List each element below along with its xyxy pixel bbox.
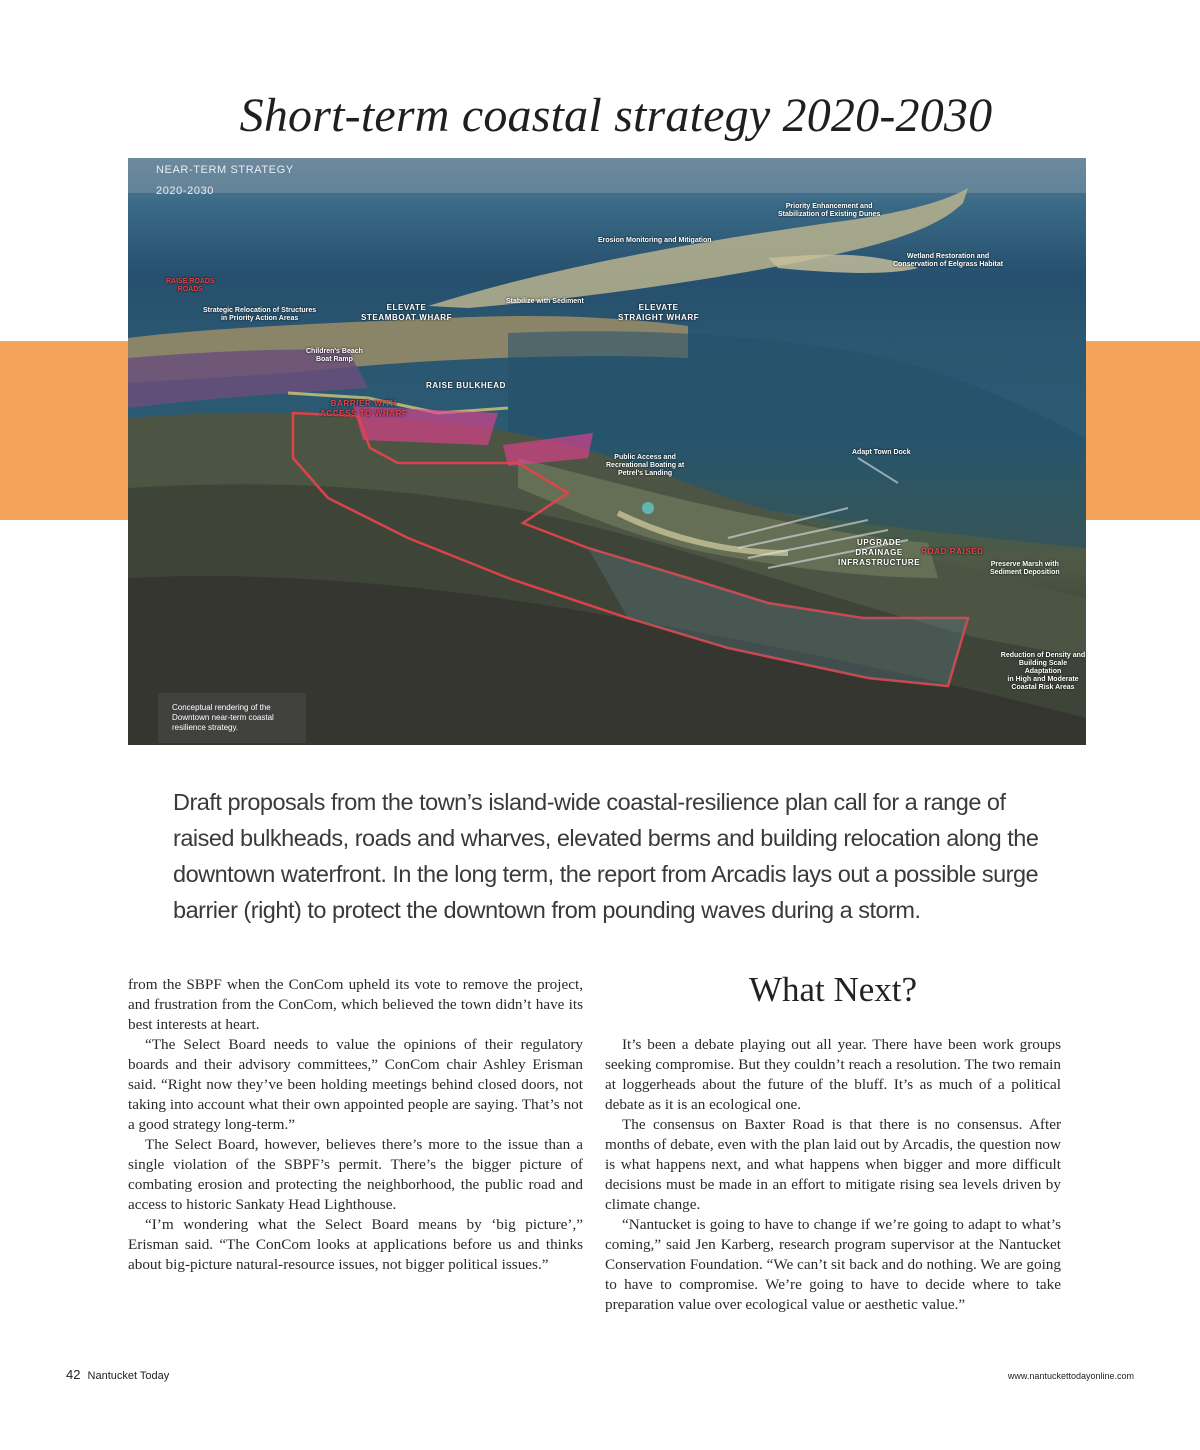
label-marsh: Preserve Marsh with Sediment Deposition [990, 561, 1060, 576]
footer-website: www.nantuckettodayonline.com [1007, 1371, 1134, 1381]
paragraph: “I’m wondering what the Select Board means by ‘big picture’,” Erisman said. “The ConCom looks at applications before us and thinks about big-picture natural-resource issues, not bigger political issues.” [128, 1216, 583, 1273]
label-raise-roads: RAISE ROADS ROADS [166, 278, 215, 293]
label-density: Reduction of Density and Building Scale Adaptation in High and Moderate Coastal Risk Areas [1000, 652, 1086, 691]
label-steamboat-wharf: ELEVATE STEAMBOAT WHARF [361, 303, 453, 322]
deck-line: Draft proposals from the town’s island-wide coastal-resilience plan call for a range of [173, 789, 1006, 815]
aerial-rendering-figure [128, 158, 1086, 745]
label-raise-bulkhead: RAISE BULKHEAD [426, 381, 506, 390]
right-column [605, 1035, 1061, 1315]
label-drainage: UPGRADE DRAINAGE INFRASTRUCTURE [838, 538, 921, 567]
label-public-access: Public Access and Recreational Boating at Petrel's Landing [606, 454, 685, 477]
label-town-dock: Adapt Town Dock [852, 449, 911, 456]
label-childrens-beach: Children's Beach Boat Ramp [306, 348, 363, 363]
label-sediment: Stabilize with Sediment [506, 298, 584, 305]
label-barrier: BARRIER WITH ACCESS TO WHARF [320, 399, 408, 418]
paragraph: It’s been a debate playing out all year. There have been work groups seeking compromise. But they couldn’t reach a resolution. The two remain at loggerheads about the future of the bluff. It’s as much of a political debate as it is an ecological one. [605, 1036, 1061, 1113]
paragraph: from the SBPF when the ConCom upheld its vote to remove the project, and frustration from the ConCom, which believed the town didn’t have its best interests at heart. [128, 976, 583, 1033]
figure-caption: Conceptual rendering of the Downtown near-term coastal resilience strategy. [172, 703, 274, 732]
orange-accent-band-left [0, 341, 130, 520]
label-dunes: Priority Enhancement and Stabilization of Existing Dunes [778, 203, 881, 218]
deck-line: raised bulkheads, roads and wharves, elevated berms and building relocation along the [173, 825, 1039, 851]
label-straight-wharf: ELEVATE STRAIGHT WHARF [618, 303, 700, 322]
paragraph: The Select Board, however, believes there’s more to the issue than a single violation of the SBPF’s permit. There’s the bigger picture of combating erosion and protecting the neighborhood, the public road and access to historic Sankaty Head Lighthouse. [128, 1136, 583, 1213]
label-relocation: Strategic Relocation of Structures in Priority Action Areas [203, 307, 317, 322]
label-road-raised: ROAD RAISED [921, 547, 984, 556]
deck-line: downtown waterfront. In the long term, the report from Arcadis lays out a possible surge [173, 861, 1039, 887]
strategy-title-line1: NEAR-TERM STRATEGY [156, 164, 294, 176]
orange-accent-band-right [1086, 341, 1200, 520]
label-erosion: Erosion Monitoring and Mitigation [598, 237, 712, 244]
footer-left [66, 1367, 169, 1382]
label-wetland: Wetland Restoration and Conservation of Eelgrass Habitat [893, 253, 1004, 268]
figure-strategy-title [156, 160, 294, 202]
page-number: 42 [66, 1367, 81, 1382]
paragraph: “The Select Board needs to value the opinions of their regulatory boards and their advisory committees,” ConCom chair Ashley Erisman said. “Right now they’ve been holding meetings behind closed doors, not taking into account what their own appointed people are saying. That’s not a good strategy long-term.” [128, 1036, 583, 1133]
strategy-title-line2: 2020-2030 [156, 185, 215, 197]
paragraph: The consensus on Baxter Road is that there is no consensus. After months of debate, even with the plan laid out by Arcadis, the question now is what happens next, and what happens when bigger and more difficult decisions must be made in an effort to mitigate rising sea levels driven by climate change. [605, 1116, 1061, 1213]
figure-caption-box [158, 693, 306, 743]
publication-name: Nantucket Today [87, 1370, 170, 1382]
aerial-scene-illustration [128, 158, 1086, 745]
section-heading: What Next? [748, 970, 918, 1009]
page-title: Short-term coastal strategy 2020-2030 [239, 89, 993, 142]
deck-line: barrier (right) to protect the downtown from pounding waves during a storm. [173, 897, 921, 923]
left-column [128, 975, 583, 1275]
paragraph: “Nantucket is going to have to change if we’re going to adapt to what’s coming,” said Jen Karberg, research program supervisor at the Nantucket Conservation Foundation. “We can’t sit back and do nothing. We are going to have to compromise. We’re going to have to decide where to take preparation value over ecological value or aesthetic value.” [605, 1216, 1061, 1313]
deck-caption [173, 784, 1053, 928]
